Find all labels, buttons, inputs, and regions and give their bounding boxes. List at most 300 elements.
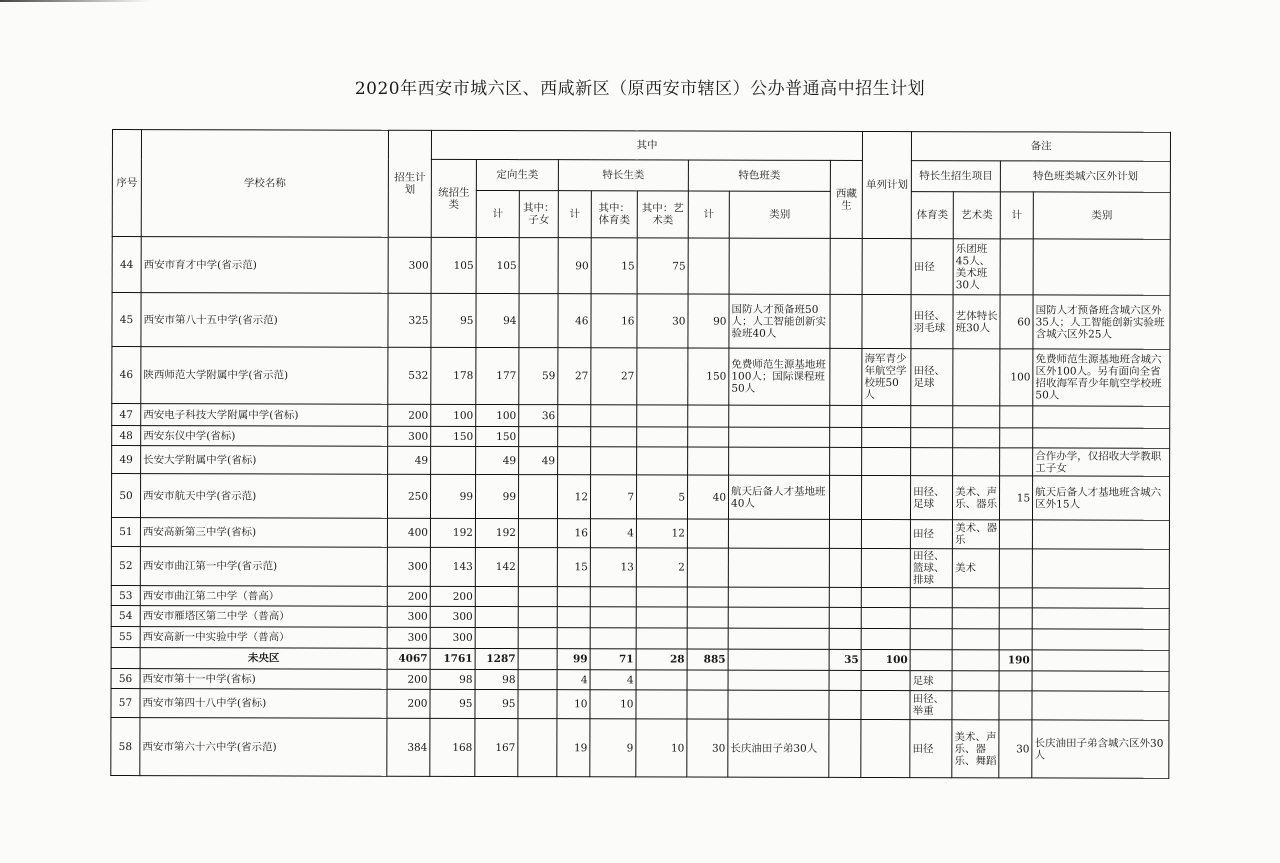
header-feature-type: 类别 bbox=[729, 191, 830, 238]
cell-school-name: 西安市第六十六中学(省示范) bbox=[140, 718, 387, 777]
cell-separate bbox=[862, 405, 911, 427]
cell-specialty-sports: 71 bbox=[590, 649, 636, 670]
cell-seq: 54 bbox=[111, 605, 140, 626]
cell-specialty-arts: 12 bbox=[636, 519, 687, 548]
cell-feature-total: 150 bbox=[688, 348, 729, 405]
header-items-sports: 体育类 bbox=[911, 192, 953, 239]
cell-plan: 49 bbox=[388, 446, 431, 474]
cell-separate bbox=[861, 548, 910, 587]
cell-specialty-arts: 2 bbox=[636, 548, 687, 587]
table-row bbox=[112, 426, 1170, 449]
cell-school-name: 西安市曲江第二中学（普高） bbox=[140, 586, 387, 607]
cell-directed-children bbox=[518, 587, 557, 607]
cell-specialty-total bbox=[557, 607, 590, 628]
cell-school-name: 陕西师范大学附属中学(省示范) bbox=[141, 347, 388, 405]
cell-items-arts: 美术、器乐 bbox=[953, 520, 1000, 549]
cell-outside-total bbox=[999, 671, 1032, 691]
cell-directed-children: 36 bbox=[519, 405, 558, 427]
cell-outside-total bbox=[999, 549, 1032, 588]
cell-unified: 168 bbox=[430, 718, 475, 776]
header-feature-total: 计 bbox=[688, 191, 729, 238]
cell-items-sports bbox=[911, 406, 953, 428]
cell-specialty-arts bbox=[636, 690, 687, 719]
cell-directed-total bbox=[475, 586, 518, 606]
cell-tibet bbox=[829, 719, 861, 777]
cell-unified: 192 bbox=[430, 518, 475, 547]
cell-items-arts: 美术、声乐、器乐 bbox=[953, 476, 1000, 520]
cell-feature-type bbox=[728, 628, 829, 649]
table-row bbox=[112, 293, 1170, 350]
cell-specialty-sports: 15 bbox=[591, 238, 637, 294]
cell-directed-children bbox=[519, 294, 558, 348]
cell-directed-children bbox=[518, 670, 557, 690]
cell-outside-type bbox=[1033, 239, 1170, 295]
cell-outside-total bbox=[999, 629, 1032, 650]
cell-school-name: 西安市第八十五中学(省示范) bbox=[141, 293, 388, 348]
cell-separate bbox=[862, 427, 911, 447]
header-directed-total: 计 bbox=[476, 190, 519, 237]
table-header bbox=[112, 130, 1170, 240]
cell-specialty-sports: 16 bbox=[591, 294, 637, 348]
table-row bbox=[111, 668, 1169, 691]
cell-feature-total bbox=[688, 405, 729, 427]
cell-outside-type bbox=[1032, 671, 1169, 691]
cell-items-arts: 乐团班45人、美术班30人 bbox=[953, 239, 1000, 295]
cell-outside-total bbox=[1000, 520, 1033, 549]
cell-feature-total bbox=[688, 427, 729, 447]
cell-specialty-sports bbox=[591, 405, 637, 427]
table-row bbox=[111, 474, 1169, 521]
cell-items-sports: 田径、足球 bbox=[911, 349, 953, 406]
cell-plan: 532 bbox=[388, 347, 431, 404]
cell-unified: 105 bbox=[431, 237, 476, 293]
table-row bbox=[111, 546, 1169, 588]
header-outside-total: 计 bbox=[1000, 192, 1033, 239]
cell-school-name: 西安东仪中学(省标) bbox=[141, 426, 388, 447]
cell-specialty-total: 99 bbox=[557, 649, 590, 670]
cell-directed-children: 49 bbox=[519, 447, 558, 475]
cell-separate bbox=[861, 607, 910, 628]
table-row bbox=[112, 347, 1170, 407]
cell-directed-total: 177 bbox=[476, 347, 519, 404]
cell-directed-total: 95 bbox=[475, 689, 518, 718]
cell-specialty-total: 10 bbox=[557, 690, 590, 719]
cell-items-sports: 田径 bbox=[911, 239, 953, 295]
cell-separate bbox=[861, 628, 910, 649]
cell-unified: 100 bbox=[431, 404, 476, 426]
cell-separate bbox=[862, 238, 911, 294]
cell-feature-type: 国防人才预备班50人；人工智能创新实验班40人 bbox=[729, 294, 830, 348]
cell-tibet: 35 bbox=[829, 649, 861, 670]
document-title: 2020年西安市城六区、西咸新区（原西安市辖区）公办普通高中招生计划 bbox=[354, 79, 926, 99]
header-specialty-sports: 其中：体育类 bbox=[591, 191, 637, 238]
cell-specialty-total bbox=[557, 587, 590, 607]
header-tibet: 西藏生 bbox=[830, 160, 862, 238]
header-specialty-total: 计 bbox=[558, 191, 591, 238]
cell-specialty-total bbox=[558, 427, 591, 447]
cell-items-sports bbox=[910, 588, 952, 608]
cell-school-name: 西安高新一中实验中学（普高） bbox=[140, 627, 387, 649]
cell-directed-children bbox=[518, 628, 557, 649]
cell-outside-type: 合作办学，仅招收大学教职工子女 bbox=[1033, 448, 1170, 476]
cell-outside-total: 190 bbox=[999, 650, 1032, 671]
table-row bbox=[111, 688, 1169, 720]
cell-seq: 57 bbox=[111, 688, 140, 717]
cell-items-sports bbox=[911, 428, 953, 448]
cell-school-name: 西安市曲江第一中学(省示范) bbox=[140, 547, 387, 587]
cell-seq: 46 bbox=[112, 347, 141, 404]
cell-tibet bbox=[830, 238, 862, 294]
cell-plan: 4067 bbox=[387, 648, 430, 669]
table-row bbox=[112, 404, 1170, 429]
cell-plan: 400 bbox=[387, 518, 430, 547]
cell-specialty-total: 15 bbox=[557, 548, 590, 587]
header-school-name: 学校名称 bbox=[141, 130, 388, 238]
cell-unified: 95 bbox=[430, 689, 475, 718]
cell-feature-type bbox=[728, 607, 829, 628]
cell-directed-children bbox=[519, 238, 558, 294]
cell-specialty-sports bbox=[590, 587, 636, 607]
cell-specialty-arts: 30 bbox=[637, 294, 688, 348]
cell-seq: 58 bbox=[111, 717, 140, 775]
cell-seq: 47 bbox=[112, 404, 141, 426]
cell-specialty-total: 19 bbox=[557, 719, 590, 777]
cell-tibet bbox=[829, 670, 861, 690]
cell-directed-total: 167 bbox=[475, 718, 518, 776]
cell-directed-total bbox=[475, 606, 518, 627]
cell-directed-total: 142 bbox=[475, 547, 518, 586]
cell-specialty-total: 4 bbox=[557, 670, 590, 690]
cell-specialty-total: 27 bbox=[558, 348, 591, 405]
cell-directed-children bbox=[518, 719, 557, 777]
cell-feature-total bbox=[687, 548, 728, 587]
cell-separate: 海军青少年航空学校班50人 bbox=[862, 348, 911, 405]
cell-outside-type: 国防人才预备班含城六区外35人；人工智能创新实验班含城六区外25人 bbox=[1033, 295, 1170, 349]
cell-items-arts bbox=[953, 448, 1000, 476]
cell-unified: 300 bbox=[430, 606, 475, 627]
cell-directed-total: 49 bbox=[476, 446, 519, 474]
cell-seq: 53 bbox=[111, 585, 140, 605]
cell-items-arts bbox=[952, 629, 999, 650]
cell-feature-type bbox=[728, 587, 829, 607]
cell-specialty-total bbox=[558, 447, 591, 475]
cell-feature-type bbox=[729, 427, 830, 447]
cell-directed-total: 100 bbox=[476, 404, 519, 426]
cell-tibet bbox=[829, 548, 861, 587]
cell-directed-total: 94 bbox=[476, 293, 519, 347]
header-remarks: 备注 bbox=[912, 132, 1171, 162]
cell-seq: 50 bbox=[111, 474, 140, 518]
header-feature-outside: 特色班类城六区外计划 bbox=[1000, 161, 1170, 192]
table-row bbox=[111, 585, 1169, 608]
cell-outside-type: 免费师范生源基地班含城六区外100人。另有面向全省招收海军青少年航空学校班50人 bbox=[1033, 349, 1170, 406]
cell-feature-type bbox=[729, 447, 830, 475]
cell-plan: 200 bbox=[387, 586, 430, 606]
cell-specialty-sports bbox=[590, 607, 636, 628]
cell-specialty-arts bbox=[637, 447, 688, 475]
cell-directed-total: 192 bbox=[475, 518, 518, 547]
cell-items-arts bbox=[952, 650, 999, 671]
cell-specialty-sports: 7 bbox=[590, 475, 636, 519]
cell-outside-total: 30 bbox=[999, 720, 1032, 778]
table-row bbox=[111, 518, 1169, 550]
cell-specialty-sports: 10 bbox=[590, 690, 636, 719]
cell-directed-total bbox=[475, 627, 518, 648]
cell-separate bbox=[862, 294, 911, 348]
cell-unified: 99 bbox=[430, 474, 475, 518]
cell-plan: 300 bbox=[387, 547, 430, 586]
cell-school-name: 西安市航天中学(省示范) bbox=[140, 474, 387, 519]
header-of-which: 其中 bbox=[431, 130, 862, 160]
cell-specialty-sports: 9 bbox=[590, 719, 636, 777]
cell-feature-total: 30 bbox=[687, 719, 728, 777]
cell-district-name: 未央区 bbox=[140, 648, 387, 670]
cell-outside-type bbox=[1032, 549, 1169, 588]
table-row bbox=[112, 237, 1170, 296]
cell-school-name: 西安市育才中学(省示范) bbox=[141, 237, 388, 294]
enrollment-plan-table bbox=[110, 129, 1171, 779]
cell-unified: 95 bbox=[431, 293, 476, 347]
cell-unified: 300 bbox=[430, 627, 475, 648]
cell-items-sports: 田径、篮球、排球 bbox=[910, 549, 952, 588]
cell-specialty-arts bbox=[637, 348, 688, 405]
cell-specialty-arts: 75 bbox=[637, 238, 688, 294]
cell-separate bbox=[861, 587, 910, 607]
cell-outside-total: 60 bbox=[1000, 295, 1033, 349]
cell-plan: 300 bbox=[388, 426, 431, 446]
cell-items-arts bbox=[953, 428, 1000, 448]
table-body bbox=[111, 237, 1171, 779]
cell-specialty-arts bbox=[637, 427, 688, 447]
cell-specialty-total: 46 bbox=[558, 294, 591, 348]
cell-plan: 250 bbox=[387, 474, 430, 518]
cell-feature-type: 航天后备人才基地班40人 bbox=[728, 475, 829, 519]
cell-items-sports: 田径、足球 bbox=[911, 476, 953, 520]
cell-items-arts: 美术、声乐、器乐、舞蹈 bbox=[952, 720, 999, 778]
cell-items-sports bbox=[910, 650, 952, 671]
district-subtotal-row bbox=[111, 647, 1169, 671]
cell-specialty-arts bbox=[636, 670, 687, 690]
cell-outside-total: 15 bbox=[1000, 476, 1033, 520]
cell-feature-type bbox=[728, 649, 829, 670]
cell-items-arts bbox=[953, 406, 1000, 428]
cell-directed-total: 1287 bbox=[475, 648, 518, 669]
cell-outside-total bbox=[1000, 406, 1033, 428]
cell-feature-total bbox=[687, 519, 728, 548]
cell-seq: 55 bbox=[111, 626, 140, 647]
cell-items-arts: 美术 bbox=[952, 549, 999, 588]
cell-feature-total bbox=[687, 690, 728, 719]
cell-seq: 49 bbox=[112, 446, 141, 474]
header-outside-type: 类别 bbox=[1033, 192, 1170, 239]
cell-seq: 45 bbox=[112, 293, 141, 347]
cell-feature-total bbox=[688, 238, 729, 294]
cell-items-sports: 田径、举重 bbox=[910, 691, 952, 720]
cell-separate: 100 bbox=[861, 649, 910, 670]
cell-outside-total: 100 bbox=[1000, 349, 1033, 406]
header-specialty-arts: 其中：艺术类 bbox=[637, 191, 688, 238]
cell-outside-type bbox=[1032, 691, 1169, 720]
cell-tibet bbox=[830, 294, 862, 348]
cell-items-arts bbox=[952, 588, 999, 608]
cell-items-arts bbox=[952, 671, 999, 691]
cell-plan: 200 bbox=[388, 404, 431, 426]
cell-separate bbox=[862, 475, 911, 519]
cell-outside-total bbox=[999, 691, 1032, 720]
table-row bbox=[112, 446, 1170, 477]
cell-feature-type bbox=[728, 548, 829, 587]
cell-outside-total bbox=[1000, 448, 1033, 476]
cell-items-arts bbox=[953, 349, 1000, 406]
cell-outside-total bbox=[999, 608, 1032, 629]
cell-seq: 44 bbox=[112, 237, 141, 293]
cell-feature-total bbox=[687, 670, 728, 690]
cell-specialty-sports: 4 bbox=[590, 519, 636, 548]
cell-tibet bbox=[830, 348, 862, 405]
cell-outside-type: 航天后备人才基地班含城六区外15人 bbox=[1033, 476, 1170, 520]
cell-directed-children bbox=[518, 475, 557, 519]
cell-items-sports: 足球 bbox=[910, 671, 952, 691]
cell-unified: 150 bbox=[431, 426, 476, 446]
cell-feature-type bbox=[728, 519, 829, 548]
cell-specialty-arts bbox=[636, 587, 687, 607]
cell-school-name: 西安电子科技大学附属中学(省标) bbox=[141, 404, 388, 427]
cell-directed-total: 150 bbox=[476, 426, 519, 446]
cell-tibet bbox=[829, 607, 861, 628]
cell-separate bbox=[861, 719, 910, 777]
cell-items-sports: 田径 bbox=[910, 720, 952, 778]
header-directed-children: 其中：子女 bbox=[519, 191, 558, 238]
cell-seq: 52 bbox=[111, 546, 140, 585]
header-feature: 特色班类 bbox=[688, 160, 830, 191]
cell-specialty-total: 12 bbox=[557, 475, 590, 519]
cell-outside-type bbox=[1032, 650, 1169, 671]
cell-separate bbox=[862, 519, 911, 548]
cell-feature-total bbox=[687, 587, 728, 607]
cell-outside-type: 长庆油田子弟含城六区外30人 bbox=[1032, 720, 1169, 778]
cell-specialty-arts: 28 bbox=[636, 649, 687, 670]
cell-outside-type bbox=[1032, 629, 1169, 650]
cell-tibet bbox=[829, 587, 861, 607]
cell-items-sports bbox=[910, 608, 952, 629]
cell-specialty-total bbox=[558, 405, 591, 427]
cell-school-name: 西安市第十一中学(省标) bbox=[140, 669, 387, 690]
cell-outside-type bbox=[1033, 406, 1170, 428]
cell-feature-type: 长庆油田子弟30人 bbox=[728, 719, 829, 777]
scan-edge bbox=[0, 0, 150, 2]
cell-feature-total: 90 bbox=[688, 294, 729, 348]
cell-directed-children bbox=[519, 427, 558, 447]
cell-plan: 300 bbox=[387, 627, 430, 648]
cell-outside-type bbox=[1032, 588, 1169, 608]
cell-outside-total bbox=[1000, 239, 1033, 295]
cell-specialty-arts bbox=[637, 405, 688, 427]
cell-tibet bbox=[830, 405, 862, 427]
cell-outside-type bbox=[1032, 608, 1169, 629]
cell-plan: 300 bbox=[388, 237, 431, 293]
header-specialty: 特长生类 bbox=[558, 160, 688, 191]
cell-plan: 200 bbox=[387, 689, 430, 718]
cell-feature-total: 40 bbox=[687, 475, 728, 519]
header-plan: 招生计划 bbox=[388, 130, 431, 237]
cell-items-sports bbox=[911, 448, 953, 476]
cell-tibet bbox=[829, 475, 861, 519]
table-row bbox=[111, 717, 1169, 778]
cell-unified: 143 bbox=[430, 547, 475, 586]
header-separate: 单列计划 bbox=[862, 131, 911, 238]
cell-items-arts bbox=[952, 608, 999, 629]
cell-directed-total: 99 bbox=[475, 474, 518, 518]
cell-specialty-sports: 4 bbox=[590, 670, 636, 690]
cell-items-sports bbox=[910, 629, 952, 650]
cell-school-name: 西安高新第三中学(省标) bbox=[140, 518, 387, 548]
cell-unified bbox=[431, 446, 476, 474]
cell-separate bbox=[861, 670, 910, 690]
cell-plan: 384 bbox=[387, 718, 430, 776]
cell-specialty-arts bbox=[636, 607, 687, 628]
cell-specialty-total: 16 bbox=[557, 519, 590, 548]
cell-items-arts bbox=[952, 691, 999, 720]
cell-feature-type bbox=[729, 238, 830, 294]
cell-outside-total bbox=[1000, 428, 1033, 448]
cell-specialty-total bbox=[557, 628, 590, 649]
cell-feature-type: 免费师范生源基地班100人；国际课程班50人 bbox=[729, 348, 830, 405]
table-row bbox=[111, 626, 1169, 650]
cell-items-arts: 艺体特长班30人 bbox=[953, 295, 1000, 349]
cell-specialty-arts bbox=[636, 628, 687, 649]
cell-specialty-sports bbox=[590, 628, 636, 649]
cell-specialty-arts: 5 bbox=[636, 475, 687, 519]
cell-plan: 200 bbox=[387, 669, 430, 689]
cell-specialty-arts: 10 bbox=[636, 719, 687, 777]
cell-directed-total: 98 bbox=[475, 669, 518, 689]
cell-plan: 325 bbox=[388, 293, 431, 347]
cell-outside-type bbox=[1033, 520, 1170, 549]
cell-specialty-total: 90 bbox=[558, 238, 591, 294]
cell-specialty-sports bbox=[591, 447, 637, 475]
cell-unified: 1761 bbox=[430, 648, 475, 669]
cell-tibet bbox=[829, 519, 861, 548]
cell-tibet bbox=[829, 628, 861, 649]
cell-seq: 51 bbox=[111, 518, 140, 547]
cell-directed-children bbox=[518, 607, 557, 628]
header-seq: 序号 bbox=[112, 130, 141, 237]
cell-feature-total bbox=[687, 628, 728, 649]
header-unified: 统招生类 bbox=[431, 159, 476, 237]
cell-outside-total bbox=[999, 588, 1032, 608]
cell-feature-type bbox=[728, 670, 829, 690]
cell-tibet bbox=[830, 447, 862, 475]
cell-plan: 300 bbox=[387, 606, 430, 627]
cell-feature-total bbox=[687, 607, 728, 628]
cell-feature-total bbox=[688, 447, 729, 475]
cell-feature-type bbox=[729, 405, 830, 427]
cell-unified: 98 bbox=[430, 669, 475, 689]
cell-unified: 200 bbox=[430, 586, 475, 606]
cell-directed-children: 59 bbox=[519, 348, 558, 405]
cell-school-name: 长安大学附属中学(省标) bbox=[141, 446, 388, 475]
cell-school-name: 西安市雁塔区第二中学（普高） bbox=[140, 606, 387, 628]
cell-seq: 56 bbox=[111, 668, 140, 688]
header-specialty-items: 特长生招生项目 bbox=[911, 161, 1000, 192]
cell-school-name: 西安市第四十八中学(省标) bbox=[140, 689, 387, 719]
cell-outside-type bbox=[1033, 428, 1170, 448]
cell-separate bbox=[861, 690, 910, 719]
cell-directed-children bbox=[518, 690, 557, 719]
cell-directed-total: 105 bbox=[476, 237, 519, 293]
cell-directed-children bbox=[518, 649, 557, 670]
cell-items-sports: 田径、羽毛球 bbox=[911, 295, 953, 349]
